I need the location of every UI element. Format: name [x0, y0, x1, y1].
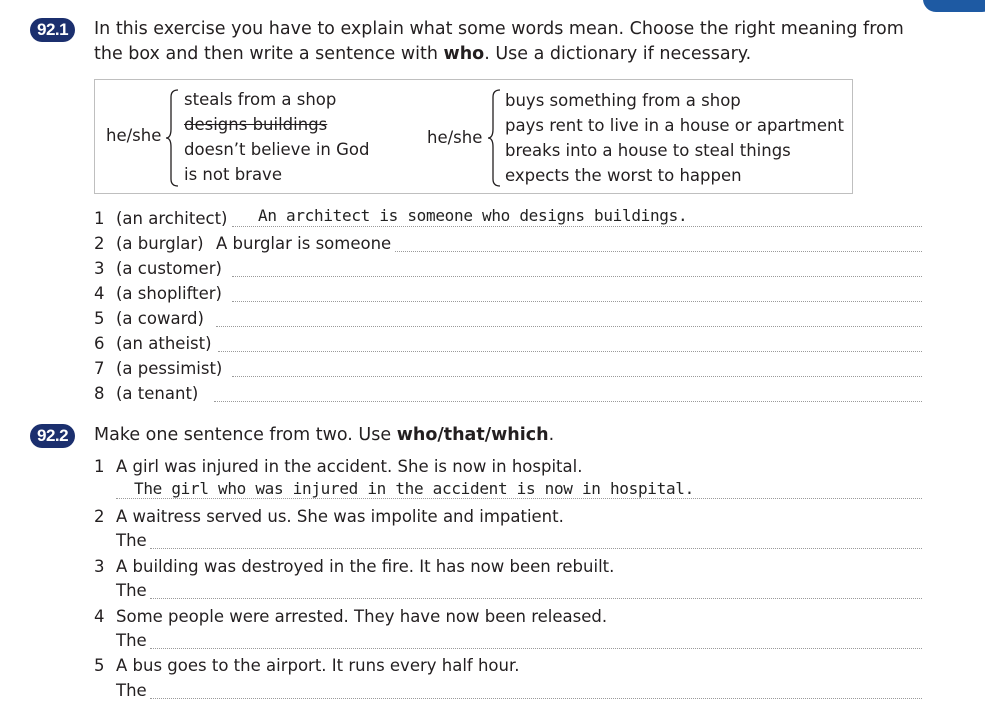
item-prompt: (a tenant) — [116, 384, 199, 403]
exercise-2-item-2 — [94, 506, 564, 528]
instruction-line-1: In this exercise you have to explain what some words mean. Choose the right meaning from — [94, 19, 904, 39]
right-option-2: pays rent to live in a house or apartment — [505, 116, 844, 135]
answer-line-2-3[interactable] — [150, 598, 922, 599]
answer-line-2-1[interactable] — [116, 498, 922, 499]
exercise-1-item-5 — [94, 308, 204, 330]
item-prompt: (a burglar) — [116, 234, 204, 253]
answer-line-8[interactable] — [214, 401, 922, 402]
answer-line-5[interactable] — [216, 326, 922, 327]
item-number: 1 — [94, 457, 105, 476]
instruction-bold-pronouns: who/that/which — [396, 425, 549, 445]
answer-line-1[interactable] — [232, 226, 922, 227]
answer-line-4[interactable] — [232, 301, 922, 302]
left-option-1: steals from a shop — [184, 90, 337, 109]
item-prompt: (a pessimist) — [116, 359, 223, 378]
instruction-bold-who: who — [443, 44, 485, 64]
item-number: 2 — [94, 234, 105, 253]
item-prompt: A waitress served us. She was impolite and impatient. — [116, 507, 564, 526]
instruction-text: the box and then write a sentence with — [94, 44, 444, 64]
left-subject-label: he/she — [106, 126, 162, 145]
answer-2-4-starter: The — [116, 631, 147, 650]
item-prompt: A bus goes to the airport. It runs every half hour. — [116, 656, 520, 675]
meaning-box — [94, 79, 853, 194]
instruction-text-end: . Use a dictionary if necessary. — [484, 44, 752, 64]
item-prompt: (a shoplifter) — [116, 284, 222, 303]
left-option-3: doesn’t believe in God — [184, 140, 370, 159]
item-number: 4 — [94, 284, 105, 303]
answer-line-3[interactable] — [232, 276, 922, 277]
item-number: 4 — [94, 607, 105, 626]
item-prompt: A girl was injured in the accident. She is now in hospital. — [116, 457, 583, 476]
instruction-line-2 — [94, 42, 904, 67]
answer-line-2-4[interactable] — [150, 648, 922, 649]
exercise-2-item-4 — [94, 606, 607, 628]
right-option-3: breaks into a house to steal things — [505, 141, 791, 160]
item-number: 5 — [94, 309, 105, 328]
instruction-text-end: . — [548, 425, 555, 445]
right-option-4: expects the worst to happen — [505, 166, 742, 185]
exercise-badge-92-2: 92.2 — [30, 424, 75, 448]
exercise-2-item-5 — [94, 655, 520, 677]
answer-line-2[interactable] — [395, 251, 922, 252]
item-number: 6 — [94, 334, 105, 353]
item-prompt: (an atheist) — [116, 334, 212, 353]
right-brace-icon — [487, 89, 503, 187]
exercise-2-item-3 — [94, 556, 614, 578]
right-option-1: buys something from a shop — [505, 91, 741, 110]
exercise-92-1-instruction — [94, 17, 904, 67]
item-number: 3 — [94, 259, 105, 278]
answer-2-1-handwritten: The girl who was injured in the accident is now in hospital. — [134, 479, 694, 498]
corner-tab — [923, 0, 985, 12]
left-option-2-crossed: designs buildings — [184, 115, 328, 134]
instruction-text: Make one sentence from two. Use — [94, 425, 397, 445]
exercise-1-item-2 — [94, 233, 204, 255]
item-number: 2 — [94, 507, 105, 526]
exercise-1-item-3 — [94, 258, 222, 280]
answer-2-3-starter: The — [116, 581, 147, 600]
answer-2-2-starter: The — [116, 531, 147, 550]
exercise-1-item-7 — [94, 358, 222, 380]
answer-line-7[interactable] — [232, 376, 922, 377]
item-prompt: (a customer) — [116, 259, 222, 278]
exercise-badge-92-1: 92.1 — [30, 18, 75, 42]
answer-1-handwritten: An architect is someone who designs buildings. — [258, 206, 688, 225]
exercise-92-2-instruction — [94, 423, 554, 448]
item-prompt: (a coward) — [116, 309, 204, 328]
answer-line-2-2[interactable] — [150, 548, 922, 549]
answer-2-5-starter: The — [116, 681, 147, 700]
item-number: 5 — [94, 656, 105, 675]
right-subject-label: he/she — [427, 128, 483, 147]
answer-line-2-5[interactable] — [150, 698, 922, 699]
item-number: 7 — [94, 359, 105, 378]
item-prompt: (an architect) — [116, 209, 228, 228]
exercise-1-item-8 — [94, 383, 198, 405]
item-number: 8 — [94, 384, 105, 403]
item-prompt: A building was destroyed in the fire. It has now been rebuilt. — [116, 557, 615, 576]
item-number: 1 — [94, 209, 105, 228]
exercise-1-item-6 — [94, 333, 212, 355]
answer-2-starter: A burglar is someone — [216, 234, 392, 253]
left-option-4: is not brave — [184, 165, 282, 184]
left-brace-icon — [165, 89, 181, 187]
item-number: 3 — [94, 557, 105, 576]
exercise-1-item-1 — [94, 208, 228, 230]
exercise-2-item-1 — [94, 456, 582, 478]
exercise-1-item-4 — [94, 283, 222, 305]
item-prompt: Some people were arrested. They have now been released. — [116, 607, 608, 626]
answer-line-6[interactable] — [218, 351, 922, 352]
